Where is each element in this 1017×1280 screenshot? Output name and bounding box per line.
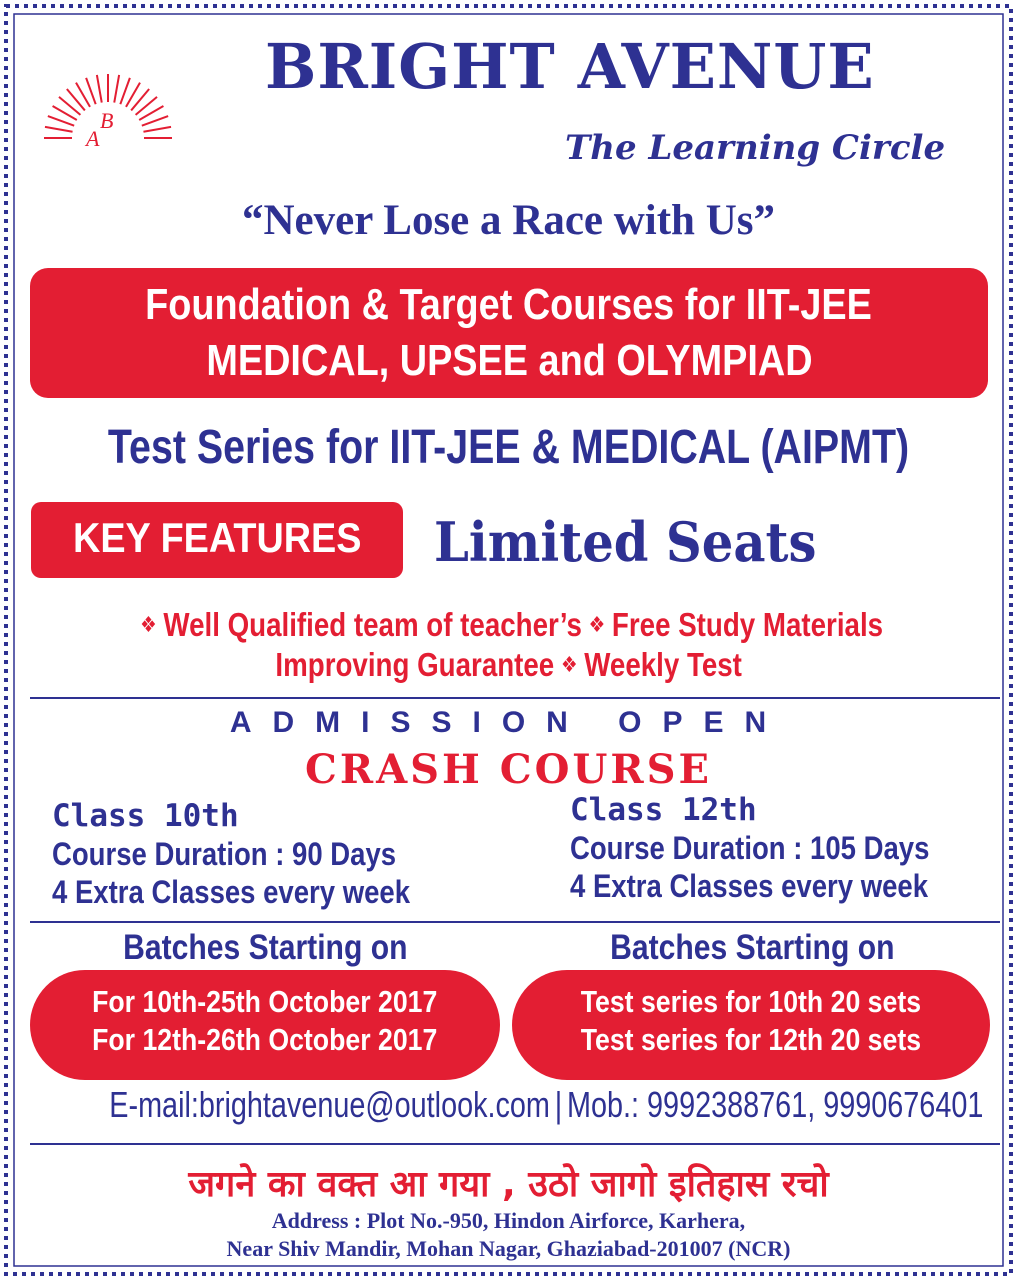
- feature-item: Free Study Materials: [612, 606, 884, 643]
- class-12-title: Class 12th: [570, 792, 757, 828]
- logo-ray: [48, 116, 74, 126]
- class-10-duration: Course Duration : 90 Days: [52, 836, 397, 872]
- limited-seats: Limited Seats: [434, 510, 817, 574]
- address-line-1: Address : Plot No.-950, Hindon Airforce, Karhera,: [271, 1208, 746, 1233]
- hindi-slogan: जगने का वक्त आ गया , उठो जागो इतिहास रचो: [188, 1164, 829, 1205]
- class-12-duration: Course Duration : 105 Days: [570, 830, 930, 866]
- class-12-extra: 4 Extra Classes every week: [570, 868, 929, 904]
- brand-tagline: The Learning Circle: [565, 128, 946, 168]
- test-series-10: Test series for 10th 20 sets: [580, 984, 922, 1019]
- logo-ray: [45, 127, 73, 132]
- test-series-heading: Test Series for IIT-JEE & MEDICAL (AIPMT): [107, 421, 910, 474]
- feature-item: Improving Guarantee: [275, 646, 555, 683]
- divider: [30, 1143, 1000, 1145]
- divider: [30, 697, 1000, 699]
- batches-heading-right: Batches Starting on: [609, 928, 895, 967]
- class-10-extra: 4 Extra Classes every week: [52, 874, 411, 910]
- address-line-2: Near Shiv Mandir, Mohan Nagar, Ghaziabad-201007 (NCR): [226, 1236, 791, 1261]
- admission-open: ADMISSION OPEN: [229, 706, 788, 739]
- email-link[interactable]: E-mail:brightavenue@outlook.com: [109, 1084, 550, 1125]
- logo-ray: [143, 127, 171, 132]
- batch-date-12: For 12th-26th October 2017: [92, 1022, 438, 1057]
- brand-title: BRIGHT AVENUE: [265, 30, 875, 103]
- key-features-label: KEY FEATURES: [72, 514, 362, 561]
- logo-letter-b: B: [100, 108, 114, 133]
- crash-course: CRASH COURSE: [305, 746, 712, 793]
- class-10-title: Class 10th: [52, 798, 239, 834]
- logo-ray: [114, 75, 119, 103]
- features-line-1: [0, 606, 1017, 644]
- test-series-12: Test series for 12th 20 sets: [580, 1022, 922, 1057]
- contact-separator: |: [554, 1084, 563, 1125]
- feature-item: Weekly Test: [584, 646, 742, 683]
- divider: [30, 921, 1000, 923]
- diamond-bullet-icon: ❖: [140, 613, 157, 638]
- features-line-2: [0, 646, 1017, 684]
- courses-banner-line-1: Foundation & Target Courses for IIT-JEE: [145, 280, 873, 329]
- logo-ray: [120, 78, 130, 104]
- diamond-bullet-icon: ❖: [560, 653, 578, 678]
- slogan: “Never Lose a Race with Us”: [241, 197, 776, 244]
- courses-banner-line-2: MEDICAL, UPSEE and OLYMPIAD: [205, 336, 813, 385]
- logo-letter-a: A: [86, 126, 100, 151]
- diamond-bullet-icon: ❖: [588, 613, 606, 638]
- logo-ray: [142, 116, 168, 126]
- batch-date-10: For 10th-25th October 2017: [92, 984, 438, 1019]
- batches-heading-left: Batches Starting on: [122, 928, 408, 967]
- logo-ray: [86, 78, 96, 104]
- logo-ray: [97, 75, 102, 103]
- feature-item: Well Qualified team of teacher’s: [163, 606, 583, 643]
- mobile-numbers[interactable]: Mob.: 9992388761, 9990676401: [567, 1084, 984, 1125]
- sunburst-logo-icon: [28, 50, 188, 160]
- contact-line: [0, 1084, 1017, 1126]
